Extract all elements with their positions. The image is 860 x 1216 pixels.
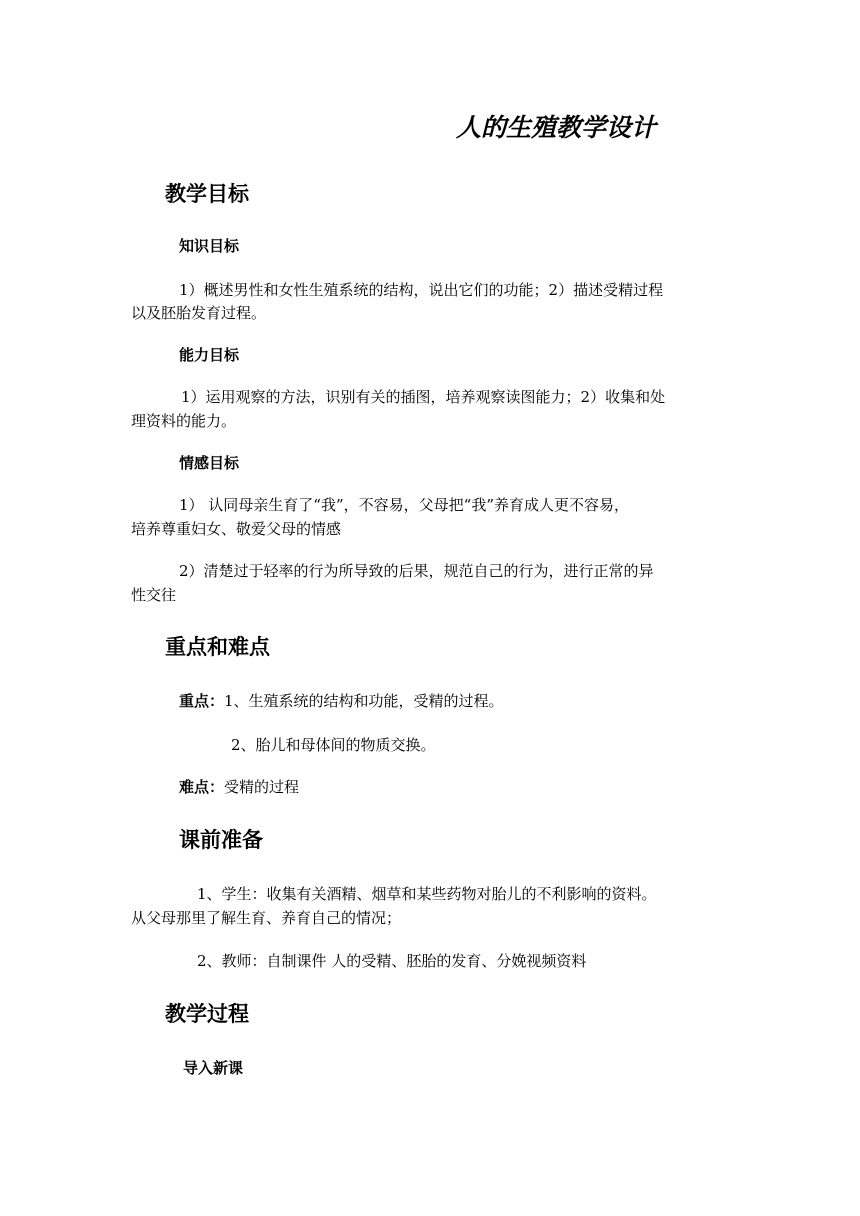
- emotion-goal-1-line-2: 培养尊重妇女、敬爱父母的情感: [131, 520, 342, 538]
- subheading-knowledge-goals: 知识目标: [179, 237, 240, 255]
- key-point-item-2: 2、胎儿和母体间的物质交换。: [231, 736, 436, 754]
- section-heading-process: 教学过程: [165, 1002, 249, 1026]
- key-point-item-1: 1、生殖系统的结构和功能，受精的过程。: [224, 692, 504, 710]
- knowledge-goal-line-1: 1）概述男性和女性生殖系统的结构，说出它们的功能；2）描述受精过程: [179, 281, 664, 299]
- subheading-introduction: 导入新课: [183, 1059, 244, 1077]
- document-title: 人的生殖教学设计: [456, 113, 657, 142]
- section-heading-teaching-goals: 教学目标: [165, 182, 249, 206]
- key-point-label: 重点：: [179, 692, 225, 710]
- preparation-item-1-line-2: 从父母那里了解生育、养育自己的情况；: [131, 909, 402, 927]
- key-point-line-1: [179, 691, 504, 711]
- difficulty-text: 受精的过程: [224, 778, 300, 796]
- difficulty-line: [179, 777, 299, 797]
- ability-goal-line-2: 理资料的能力。: [131, 412, 237, 430]
- subheading-ability-goals: 能力目标: [179, 346, 240, 364]
- ability-goal-line-1: 1）运用观察的方法，识别有关的插图，培养观察读图能力；2）收集和处: [181, 388, 666, 406]
- subheading-emotion-goals: 情感目标: [179, 454, 240, 472]
- knowledge-goal-line-2: 以及胚胎发育过程。: [131, 304, 267, 322]
- emotion-goal-1-line-1: 1） 认同母亲生育了“我”，不容易，父母把“我”养育成人更不容易，: [179, 496, 629, 514]
- preparation-item-1-line-1: 1、学生：收集有关酒精、烟草和某些药物对胎儿的不利影响的资料。: [197, 885, 657, 903]
- emotion-goal-2-line-2: 性交往: [131, 586, 177, 604]
- section-heading-preparation: 课前准备: [179, 828, 263, 852]
- difficulty-label: 难点：: [179, 778, 225, 796]
- preparation-item-2: 2、教师：自制课件 人的受精、胚胎的发育、分娩视频资料: [197, 952, 587, 970]
- emotion-goal-2-line-1: 2）清楚过于轻率的行为所导致的后果，规范自己的行为，进行正常的异: [179, 562, 654, 580]
- section-heading-key-points: 重点和难点: [165, 635, 270, 659]
